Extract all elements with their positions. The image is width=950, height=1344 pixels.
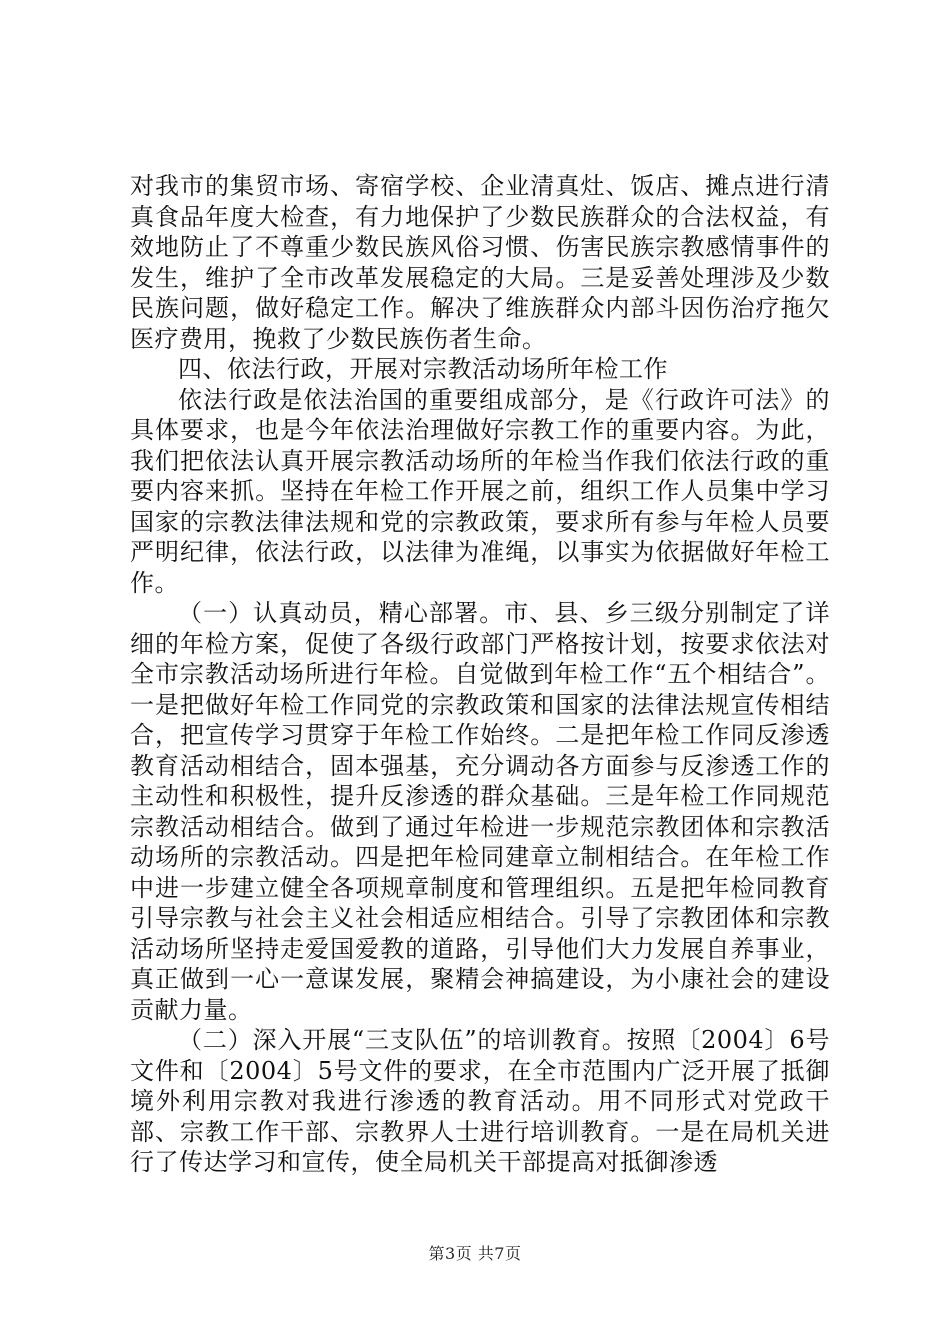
page-number-footer: 第3页 共7页 bbox=[428, 1244, 522, 1263]
paragraph-minority-inspection: 对我市的集贸市场、寄宿学校、企业清真灶、饭店、摊点进行清真食品年度大检查，有力地保护了少数民族群众的合法权益，有效地防止了不尊重少数民族风俗习惯、伤害民族宗教感情事件的发生，维护了全市改革发展稳定的大局。三是妥善处理涉及少数民族问题，做好稳定工作。解决了维族群众内部斗因伤治疗拖欠医疗费用，挽救了少数民族伤者生命。 bbox=[130, 172, 830, 353]
paragraph-mobilization-deployment: （一）认真动员，精心部署。市、县、乡三级分别制定了详细的年检方案，促使了各级行政部门严格按计划，按要求依法对全市宗教活动场所进行年检。自觉做到年检工作“五个相结合”。一是把做好年检工作同党的宗教政策和国家的法律法规宣传相结合，把宣传学习贯穿于年检工作始终。二是把年检工作同反渗透教育活动相结合，固本强基，充分调动各方面参与反渗透工作的主动性和积极性，提升反渗透的群众基础。三是年检工作同规范宗教活动相结合。做到了通过年检进一步规范宗教团体和宗教活动场所的宗教活动。四是把年检同建章立制相结合。在年检工作中进一步建立健全各项规章制度和管理组织。五是把年检同教育引导宗教与社会主义社会相适应相结合。引导了宗教团体和宗教活动场所坚持走爱国爱教的道路，引导他们大力发展自养事业，真正做到一心一意谋发展，聚精会神搞建设，为小康社会的建设贡献力量。 bbox=[130, 599, 830, 1024]
section-heading-annual-inspection: 四、依法行政，开展对宗教活动场所年检工作 bbox=[178, 355, 668, 383]
paragraph-administration-by-law: 依法行政是依法治国的重要组成部分，是《行政许可法》的具体要求，也是今年依法治理做好宗教工作的重要内容。为此，我们把依法认真开展宗教活动场所的年检当作我们依法行政的重要内容来抓。坚持在年检工作开展之前，组织工作人员集中学习国家的宗教法律法规和党的宗教政策，要求所有参与年检人员要严明纪律，依法行政，以法律为准绳，以事实为依据做好年检工作。 bbox=[130, 385, 830, 597]
paragraph-three-teams-training: （二）深入开展“三支队伍”的培训教育。按照〔2004〕6号文件和〔2004〕5号文件的要求，在全市范围内广泛开展了抵御境外利用宗教对我进行渗透的教育活动。用不同形式对党政干部、宗教工作干部、宗教界人士进行培训教育。一是在局机关进行了传达学习和宣传，使全局机关干部提高对抵御渗透 bbox=[130, 1026, 830, 1176]
document-body bbox=[130, 171, 830, 1178]
